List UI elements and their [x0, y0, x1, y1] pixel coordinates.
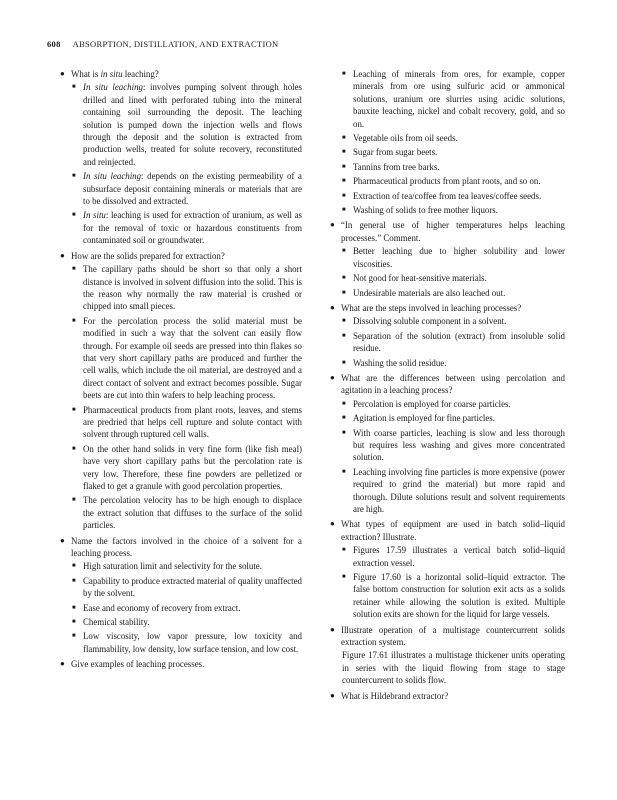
bullet-square-icon: ■: [342, 207, 346, 214]
bullet-square-icon: ■: [342, 547, 346, 554]
bullet-square-icon: ■: [72, 84, 76, 91]
answer-item: ■ Leaching involving fine particles is more expensive (power required to grind the material) but more rapid and thorough. Dilute solutions result and solvent requirements are high.: [342, 466, 565, 514]
answer-item: ■ Capability to produce extracted material of quality unaffected by the solvent.: [72, 575, 302, 599]
question-hildebrand-extractor: ● What is Hildebrand extractor?: [330, 690, 449, 701]
bullet-square-icon: ■: [72, 633, 76, 640]
bullet-square-icon: ■: [72, 619, 76, 626]
bullet-square-icon: ■: [342, 163, 346, 170]
answer-item: ■ High saturation limit and selectivity for the solute.: [72, 561, 262, 572]
bullet-square-icon: ■: [72, 577, 76, 584]
answer-item: ■ The percolation velocity has to be high enough to displace the extract solution that diffuses to the surface of the solid particles.: [72, 495, 302, 531]
bullet-square-icon: ■: [342, 248, 346, 255]
answer-item: ■ Leaching of minerals from ores, for example, copper minerals from ore using sulfuric acid or ammonical solutions, uranium ore slurries using acidic solutions, bauxite leaching, nickel and cobalt recovery, gold, and so on.: [342, 69, 565, 129]
answer-item: ■ Pharmaceutical products from plant roots, and so on.: [342, 176, 541, 187]
answer-list: [330, 544, 565, 620]
bullet-square-icon: ■: [342, 429, 346, 436]
bullet-square-icon: ■: [342, 289, 346, 296]
question-multistage-countercurrent: ● Illustrate operation of a multistage countercurrent solids extraction system.: [330, 624, 565, 648]
answer-paragraph: Figure 17.61 illustrates a multistage thickener units operating in series with the liquid flowing from stage to stage countercurrent to solids flow.: [342, 650, 565, 686]
bullet-square-icon: ■: [72, 173, 76, 180]
question-percolation-vs-agitation: ● What are the differences between using percolation and agitation in a leaching process?: [330, 372, 565, 396]
answer-item: ■ For the percolation process the solid material must be modified in such a way that the solvent can easily flow through. For example oil seeds are pressed into thin flakes so that very short capillary paths are produced and further the cell walls, which include the oil material, are destroyed and a direct contact of solvent and extract becomes possible. Sugar beets are cut into thin wafers to help leaching process.: [72, 315, 302, 401]
answer-item: ■ Extraction of tea/coffee from tea leaves/coffee seeds.: [342, 190, 542, 201]
bullet-square-icon: ■: [342, 332, 346, 339]
answer-item: ■ The capillary paths should be short so that only a short distance is involved in solvent diffusion into the solid. This is the reason why normally the raw material is crushed or chipped into small pieces.: [72, 264, 302, 312]
bullet-dot-icon: ●: [330, 690, 335, 700]
bullet-square-icon: ■: [342, 178, 346, 185]
question-solids-preparation: ● How are the solids prepared for extraction?: [60, 250, 225, 261]
answer-item: ■ Tannins from tree barks.: [342, 161, 440, 172]
question-solvent-factors: ● Name the factors involved in the choice of a solvent for a leaching process.: [60, 535, 302, 559]
bullet-dot-icon: ●: [330, 519, 335, 529]
bullet-square-icon: ■: [72, 406, 76, 413]
answer-list: [330, 68, 565, 216]
bullet-dot-icon: ●: [330, 302, 335, 312]
answer-item: ■ Figures 17.59 illustrates a vertical batch solid–liquid extraction vessel.: [342, 545, 565, 568]
answer-item: ■ Washing of solids to free mother liquors.: [342, 205, 498, 216]
bullet-square-icon: ■: [342, 400, 346, 407]
answer-item: ■ Separation of the solution (extract) from insoluble solid residue.: [342, 330, 565, 354]
bullet-dot-icon: ●: [60, 250, 65, 260]
answer-item: ■ Agitation is employed for fine particles.: [342, 413, 495, 424]
answer-item: ■ In situ leaching: involves pumping solvent through holes drilled and lined with perforated tubing into the mineral containing soil surrounding the deposit. The leaching solution is pumped down the injection wells and flows through the deposit and the solution is extracted from production wells, treated for solute recovery, reconstituted and reinjected.: [72, 82, 303, 167]
answer-item: ■ On the other hand solids in very fine form (like fish meal) have very short capillary paths but the percolation rate is very low. Therefore, these fine powders are pelletized or flaked to get a granule with good percolation properties.: [72, 443, 302, 491]
right-column: [330, 68, 565, 703]
bullet-dot-icon: ●: [330, 372, 335, 382]
answer-list: [330, 398, 565, 516]
answer-item: ■ Low viscosity, low vapor pressure, low toxicity and flammability, low density, low surface tension, and low cost.: [72, 631, 302, 654]
bullet-dot-icon: ●: [60, 535, 65, 545]
bullet-square-icon: ■: [342, 574, 346, 581]
bullet-dot-icon: ●: [60, 659, 65, 669]
running-title: ABSORPTION, DISTILLATION, AND EXTRACTION: [72, 39, 279, 49]
bullet-square-icon: ■: [342, 359, 346, 366]
bullet-square-icon: ■: [72, 604, 76, 611]
page-number: 608: [47, 39, 61, 49]
bullet-square-icon: ■: [342, 135, 346, 142]
answer-item: ■ Undesirable materials are also leached out.: [342, 287, 506, 298]
answer-list: [330, 245, 565, 299]
answer-item: ■ Ease and economy of recovery from extract.: [72, 602, 241, 613]
bullet-square-icon: ■: [342, 71, 346, 77]
left-column: [60, 68, 302, 672]
question-in-situ-leaching: ● What is in situ leaching?: [60, 69, 159, 79]
answer-item: ■ Pharmaceutical products from plant roots, leaves, and stems are predried that helps cell rupture and solute contact with solvent through ruptured cell walls.: [72, 404, 302, 440]
answer-item: ■ Vegetable oils from oil seeds.: [342, 133, 458, 144]
question-higher-temperature: ● “In general use of higher temperatures helps leaching processes.” Comment.: [330, 220, 565, 243]
bullet-square-icon: ■: [342, 468, 346, 475]
answer-list: [60, 560, 302, 655]
bullet-square-icon: ■: [342, 149, 346, 156]
answer-item: ■ Chemical stability.: [72, 617, 150, 628]
bullet-square-icon: ■: [72, 497, 76, 504]
answer-list: [60, 263, 302, 532]
bullet-square-icon: ■: [342, 415, 346, 422]
bullet-square-icon: ■: [72, 445, 76, 452]
question-batch-extraction-equipment: ● What types of equipment are used in batch solid–liquid extraction? Illustrate.: [330, 519, 565, 542]
answer-item: ■ Sugar from sugar beets.: [342, 147, 438, 158]
bullet-dot-icon: ●: [60, 69, 65, 78]
bullet-square-icon: ■: [342, 275, 346, 282]
bullet-square-icon: ■: [342, 192, 346, 199]
bullet-square-icon: ■: [72, 266, 76, 273]
bullet-dot-icon: ●: [330, 220, 335, 230]
answer-item: ■ Dissolving soluble component in a solvent.: [342, 316, 507, 327]
bullet-dot-icon: ●: [330, 624, 335, 634]
answer-list: [330, 315, 565, 369]
answer-item: ■ Figure 17.60 is a horizontal solid–liquid extractor. The false bottom construction for solution exit acts as a solids retainer while allowing the solution is exited. Multiple solution exits are shown for the liquid for large vessels.: [342, 572, 565, 620]
question-leaching-steps: ● What are the steps involved in leaching processes?: [330, 302, 522, 313]
answer-list: [60, 81, 302, 246]
question-leaching-examples: ● Give examples of leaching processes.: [60, 659, 205, 670]
bullet-square-icon: ■: [72, 317, 76, 324]
answer-item: ■ With coarse particles, leaching is slow and less thorough but requires less washing and gives more concentrated solution.: [342, 427, 565, 463]
answer-item: ■ Percolation is employed for coarse particles.: [342, 398, 511, 409]
bullet-square-icon: ■: [342, 318, 346, 325]
bullet-square-icon: ■: [72, 563, 76, 570]
answer-item: ■ Not good for heat-sensitive materials.: [342, 273, 487, 284]
bullet-square-icon: ■: [72, 212, 76, 219]
answer-item: ■ Washing the solid residue.: [342, 357, 447, 368]
answer-item: ■ In situ: leaching is used for extraction of uranium, as well as for the removal of toxic or hazardous constituents from contaminated soil or groundwater.: [72, 210, 302, 246]
answer-item: ■ In situ leaching: depends on the existing permeability of a subsurface deposit containing minerals or materials that are to be dissolved and extracted.: [72, 171, 302, 207]
answer-item: ■ Better leaching due to higher solubility and lower viscosities.: [342, 246, 565, 269]
page-header: [47, 39, 587, 53]
